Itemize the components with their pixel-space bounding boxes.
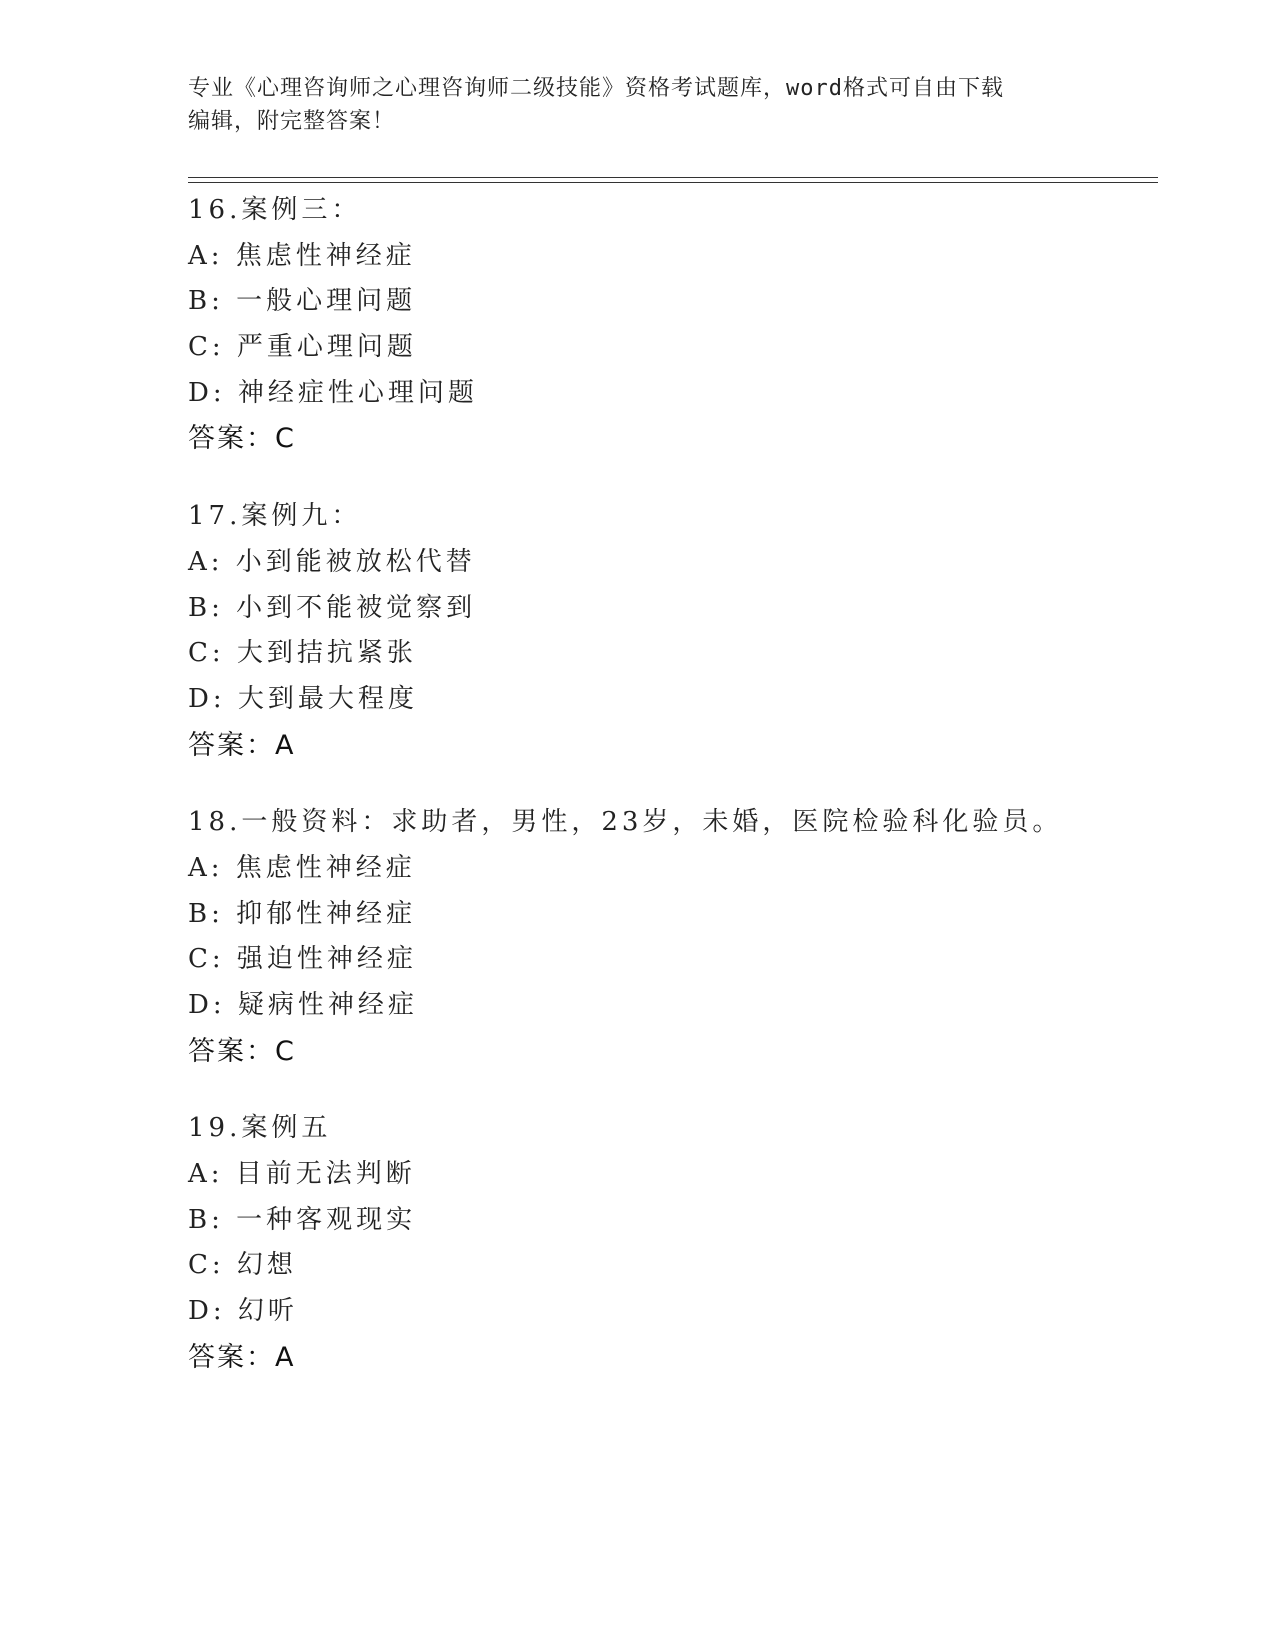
header-divider-top: [188, 177, 1158, 178]
header-line-2: 编辑，附完整答案！: [188, 109, 396, 134]
option-d: D: 神经症性心理问题: [188, 377, 478, 408]
question-list: [188, 188, 1158, 1413]
option-c: C: 严重心理问题: [188, 332, 417, 363]
option-a: A: 目前无法判断: [188, 1159, 416, 1190]
question-stem: 18.一般资料：求助者，男性，23岁，未婚，医院检验科化验员。: [188, 807, 1063, 838]
option-c: C: 大到拮抗紧张: [188, 638, 417, 669]
question-19: [188, 1106, 1158, 1380]
answer: 答案：C: [188, 423, 296, 455]
option-b: B: 一般心理问题: [188, 286, 417, 317]
header-line-1: 专业《心理咨询师之心理咨询师二级技能》资格考试题库，word格式可自由下载: [188, 76, 1004, 101]
question-17: [188, 494, 1158, 768]
option-c: C: 幻想: [188, 1250, 297, 1281]
question-16: [188, 188, 1158, 462]
header-divider-bottom: [188, 182, 1158, 183]
answer: 答案：C: [188, 1035, 296, 1067]
option-b: B: 小到不能被觉察到: [188, 592, 477, 623]
answer: 答案：A: [188, 729, 296, 761]
option-a: A: 小到能被放松代替: [188, 546, 476, 577]
answer: 答案：A: [188, 1341, 296, 1373]
option-b: B: 一种客观现实: [188, 1204, 417, 1235]
option-a: A: 焦虑性神经症: [188, 240, 416, 271]
question-stem: 16.案例三：: [188, 195, 362, 225]
option-d: D: 幻听: [188, 1296, 298, 1327]
question-18: [188, 800, 1158, 1074]
document-header: [188, 72, 1108, 138]
option-c: C: 强迫性神经症: [188, 944, 417, 975]
option-d: D: 疑病性神经症: [188, 990, 418, 1020]
option-a: A: 焦虑性神经症: [188, 852, 416, 883]
option-d: D: 大到最大程度: [188, 683, 418, 714]
question-stem: 17.案例九：: [188, 501, 362, 532]
option-b: B: 抑郁性神经症: [188, 898, 417, 929]
question-stem: 19.案例五: [188, 1113, 332, 1144]
